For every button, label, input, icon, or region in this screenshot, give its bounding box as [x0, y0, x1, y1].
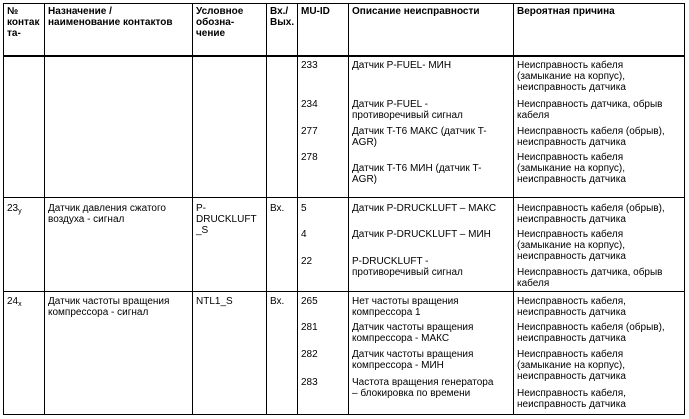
fault-description: Частота вращения генератора – блокировка по времени: [352, 377, 494, 399]
contact-number: [7, 296, 22, 307]
mu-id: 234: [301, 99, 318, 110]
mu-id: 282: [301, 349, 318, 360]
column-border: [3, 3, 4, 415]
row-border: [3, 3, 685, 4]
column-border: [192, 3, 193, 415]
probable-cause: Неисправность кабеля (замыкание на корпус), неисправность датчика: [517, 349, 626, 382]
fault-description: Датчик частоты вращения компрессора - МАКС: [352, 322, 474, 344]
contact-number-value: 24: [7, 296, 19, 307]
contact-designation: NTL1_S: [196, 296, 233, 307]
fault-description: Датчик T-T6 МИН (датчик T- AGR): [352, 163, 482, 185]
probable-cause: Неисправность кабеля, неисправность датчика: [517, 296, 626, 318]
fault-description: Нет частоты вращения компрессора 1: [352, 296, 459, 318]
column-border: [684, 3, 685, 415]
header-row-border: [3, 55, 685, 57]
probable-cause: Неисправность кабеля (обрыв), неисправность датчика: [517, 322, 665, 344]
contact-number: [7, 203, 22, 214]
contact-io: Вх.: [270, 296, 285, 307]
probable-cause: Неисправность кабеля (замыкание на корпус), неисправность датчика: [517, 152, 626, 185]
header-probable-cause: Вероятная причина: [517, 6, 615, 17]
mu-id: 5: [301, 203, 307, 214]
contact-number-subscript: x: [18, 301, 22, 308]
column-border: [297, 3, 298, 415]
mu-id: 283: [301, 377, 318, 388]
contact-purpose: Датчик частоты вращения компрессора - сигнал: [48, 296, 170, 318]
header-fault-description: Описание неисправности: [352, 6, 480, 17]
probable-cause: Неисправность кабеля (замыкание на корпус), неисправность датчика: [517, 60, 626, 93]
header-mu-id: MU-ID: [301, 6, 330, 17]
row-border: [3, 197, 685, 198]
row-border: [3, 414, 685, 415]
column-border: [266, 3, 267, 415]
fault-description: Датчик P-FUEL- МИН: [352, 60, 452, 71]
probable-cause: Неисправность датчика, обрыв кабеля: [517, 267, 663, 289]
mu-id: 265: [301, 296, 318, 307]
column-border: [44, 3, 45, 415]
probable-cause: Неисправность кабеля, неисправность датчика: [517, 388, 626, 410]
mu-id: 233: [301, 60, 318, 71]
fault-description: Датчик частоты вращения компрессора - МИН: [352, 349, 474, 371]
header-purpose: Назначение / наименование контактов: [48, 6, 173, 28]
mu-id: 278: [301, 152, 318, 163]
probable-cause: Неисправность кабеля (обрыв), неисправность датчика: [517, 126, 665, 148]
mu-id: 281: [301, 322, 318, 333]
contact-designation: P- DRUCKLUFT _S: [196, 203, 257, 236]
fault-description: Датчик P-FUEL - противоречивый сигнал: [352, 99, 463, 121]
row-border: [3, 291, 685, 292]
contact-io: Вх.: [270, 203, 285, 214]
fault-description: Датчик P-DRUCKLUFT – МАКС: [352, 203, 497, 214]
probable-cause: Неисправность кабеля (замыкание на корпус), неисправность датчика: [517, 229, 626, 262]
column-border: [513, 3, 514, 415]
mu-id: 277: [301, 126, 318, 137]
fault-description: Датчик P-DRUCKLUFT – МИН: [352, 229, 491, 240]
header-input-output: Вх./ Вых.: [270, 6, 295, 28]
mu-id: 22: [301, 256, 313, 267]
header-designation: Условное обозна- чение: [196, 6, 244, 39]
probable-cause: Неисправность датчика, обрыв кабеля: [517, 99, 663, 121]
contact-number-value: 23: [7, 203, 19, 214]
fault-description: P-DRUCKLUFT - противоречивый сигнал: [352, 256, 463, 278]
column-border: [348, 3, 349, 415]
contact-number-subscript: y: [18, 208, 22, 215]
header-contact-number: № контак та-: [7, 6, 40, 39]
fault-description: Датчик T-T6 МАКС (датчик T- AGR): [352, 126, 487, 148]
probable-cause: Неисправность кабеля (обрыв), неисправность датчика: [517, 203, 665, 225]
contact-purpose: Датчик давления сжатого воздуха - сигнал: [48, 203, 166, 225]
mu-id: 4: [301, 229, 307, 240]
